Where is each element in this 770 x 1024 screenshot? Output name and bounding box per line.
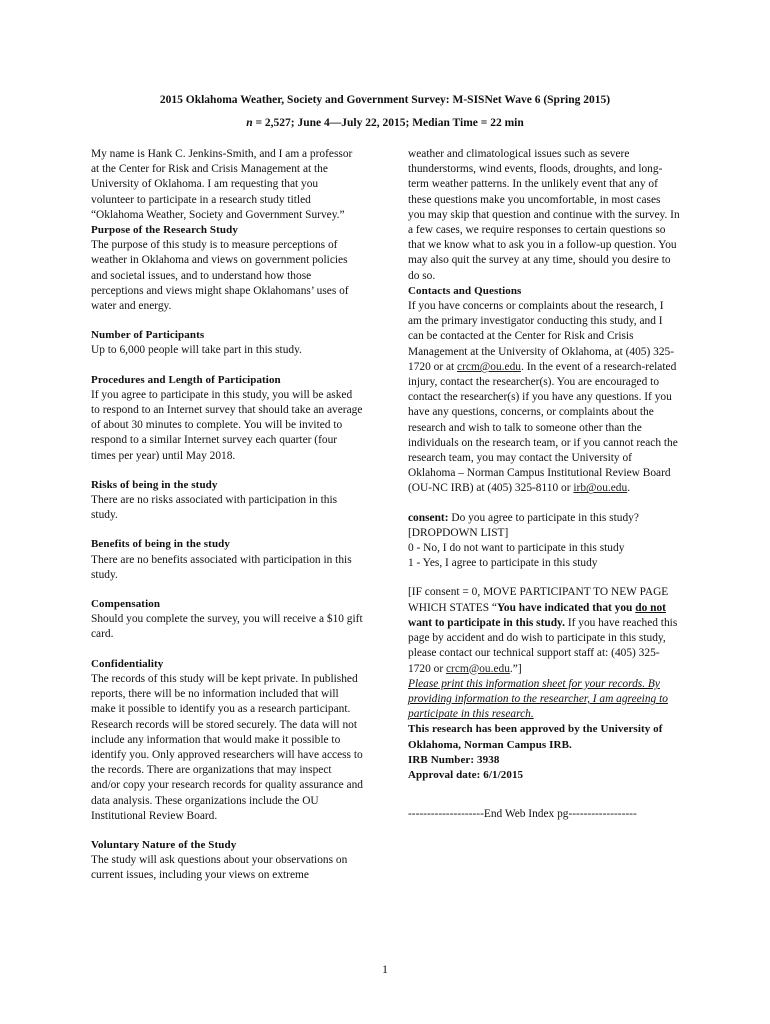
survey-summary: = 2,527; June 4—July 22, 2015; Median Time = 22 min xyxy=(252,117,524,129)
benefits-text: There are no benefits associated with participation in this study. xyxy=(91,553,352,581)
consent-label: consent: xyxy=(408,511,449,524)
branch-bold-1: You have indicated that you xyxy=(496,601,636,614)
contacts-heading: Contacts and Questions xyxy=(408,284,522,297)
left-column xyxy=(91,147,363,884)
contacts-section xyxy=(408,284,680,497)
approval-statement: This research has been approved by the University of Oklahoma, Norman Campus IRB. xyxy=(408,723,663,751)
purpose-heading: Purpose of the Research Study xyxy=(91,224,238,237)
crcm-email-link[interactable]: crcm@ou.edu xyxy=(457,360,521,373)
confidentiality-section xyxy=(91,657,363,824)
print-notice: Please print this information sheet for your records. By providing information to the researcher, I am agreeing to participate in this research. xyxy=(408,677,668,721)
irb-number: IRB Number: 3938 xyxy=(408,753,500,766)
voluntary-text-start: The study will ask questions about your observations on current issues, including your views on extreme xyxy=(91,854,348,882)
compensation-text: Should you complete the survey, you will receive a $10 gift card. xyxy=(91,613,363,641)
risks-text: There are no risks associated with participation in this study. xyxy=(91,494,338,522)
branch-text-c: If you have reached this page by accident and do wish to participate in this study, please contact our technical support staff at: (405) 325-1720 or xyxy=(408,616,678,675)
contacts-text-a: If you have concerns or complaints about the research, I am the primary investigator conducting this study, and I can be contacted at the Center for Risk and Crisis Management at the University of Oklahoma, at (405) 325-1720 or at xyxy=(408,300,675,373)
confidentiality-heading: Confidentiality xyxy=(91,657,164,670)
participants-heading: Number of Participants xyxy=(91,329,205,342)
compensation-section xyxy=(91,597,363,643)
benefits-heading: Benefits of being in the study xyxy=(91,538,230,551)
right-column xyxy=(408,147,680,822)
voluntary-text-continued: weather and climatological issues such as severe thunderstorms, wind events, floods, droughts, and long-term weather patterns. In the unlikely event that any of these questions make you uncomfortable, in most cases you may skip that question and continue with the survey. In a few cases, we require responses to certain questions so that we know what to ask you in a follow-up question. You may also quit the survey at any time, should you desire to do so. xyxy=(408,148,680,282)
participants-text: Up to 6,000 people will take part in this study. xyxy=(91,344,302,357)
support-email-link[interactable]: crcm@ou.edu xyxy=(445,662,510,675)
irb-email-link[interactable]: irb@ou.edu xyxy=(573,482,628,495)
branch-text-d: .”] xyxy=(509,662,522,675)
contacts-text-c: . xyxy=(627,482,631,495)
intro-paragraph: My name is Hank C. Jenkins-Smith, and I am a professor at the Center for Risk and Crisis Management at the University of Oklahoma. I am requesting that you volunteer to participate in a research study titled “Oklahoma Weather, Society and Government Survey.” xyxy=(91,148,353,221)
branch-bold-3: want to participate in this study. xyxy=(408,616,565,629)
contacts-text-b: . In the event of a research-related injury, contact the researcher(s). You are encouraged to contact the researcher(s) if you have any questions. If you have any questions, concerns, or complaints about the research and wish to talk to someone other than the individuals on the research team, or if you cannot reach the research team, you may contact the University of Oklahoma – Norman Campus Institutional Review Board (OU-NC IRB) at (405) 325-8110 or xyxy=(408,360,678,495)
purpose-text: The purpose of this study is to measure perceptions of weather in Oklahoma and views on government policies and societal issues, and to understand how those perceptions and views might shape Oklahomans’ uses of water and energy. xyxy=(91,239,349,313)
consent-question-text: Do you agree to participate in this study? [DROPDOWN LIST] xyxy=(408,511,639,539)
procedures-heading: Procedures and Length of Participation xyxy=(91,373,281,386)
page-number: 1 xyxy=(382,962,388,976)
contacts-text xyxy=(408,299,680,497)
approval-date: Approval date: 6/1/2015 xyxy=(408,768,524,781)
purpose-section xyxy=(91,223,363,314)
document-title: 2015 Oklahoma Weather, Society and Government Survey: M-SISNet Wave 6 (Spring 2015) xyxy=(159,94,611,106)
document-subtitle xyxy=(0,117,770,129)
risks-heading: Risks of being in the study xyxy=(91,478,218,491)
branch-text-a: [IF consent = 0, MOVE PARTICIPANT TO NEW PAGE WHICH STATES “ xyxy=(408,586,669,614)
risks-section xyxy=(91,478,363,524)
compensation-heading: Compensation xyxy=(91,598,161,611)
consent-question xyxy=(408,511,680,541)
voluntary-section xyxy=(91,838,363,884)
consent-option-yes: 1 - Yes, I agree to participate in this study xyxy=(408,557,598,570)
procedures-section xyxy=(91,373,363,464)
sample-size-symbol: n xyxy=(246,117,253,129)
consent-options xyxy=(408,541,680,571)
procedures-text: If you agree to participate in this study, you will be asked to respond to an Internet survey that should take an average of about 30 minutes to complete. You will be invited to respond to a similar Internet survey each quarter (four times per year) until May 2018. xyxy=(91,388,363,462)
branch-do-not: do not xyxy=(635,601,666,614)
voluntary-heading: Voluntary Nature of the Study xyxy=(91,838,237,851)
confidentiality-text: The records of this study will be kept private. In published reports, there will be no information included that will make it possible to identify you as a research participant. Research records will be stored securely. The data will not include any information that would make it possible to identify you. Only approved researchers will have access to the records. There are organizations that may inspect and/or copy your research records for quality assurance and data analysis. These organizations include the OU Institutional Review Board. xyxy=(91,672,363,822)
participants-section xyxy=(91,328,363,358)
branch-instructions xyxy=(408,585,680,676)
benefits-section xyxy=(91,537,363,583)
end-marker: --------------------End Web Index pg------------------ xyxy=(408,808,637,821)
consent-option-no: 0 - No, I do not want to participate in this study xyxy=(408,542,625,555)
